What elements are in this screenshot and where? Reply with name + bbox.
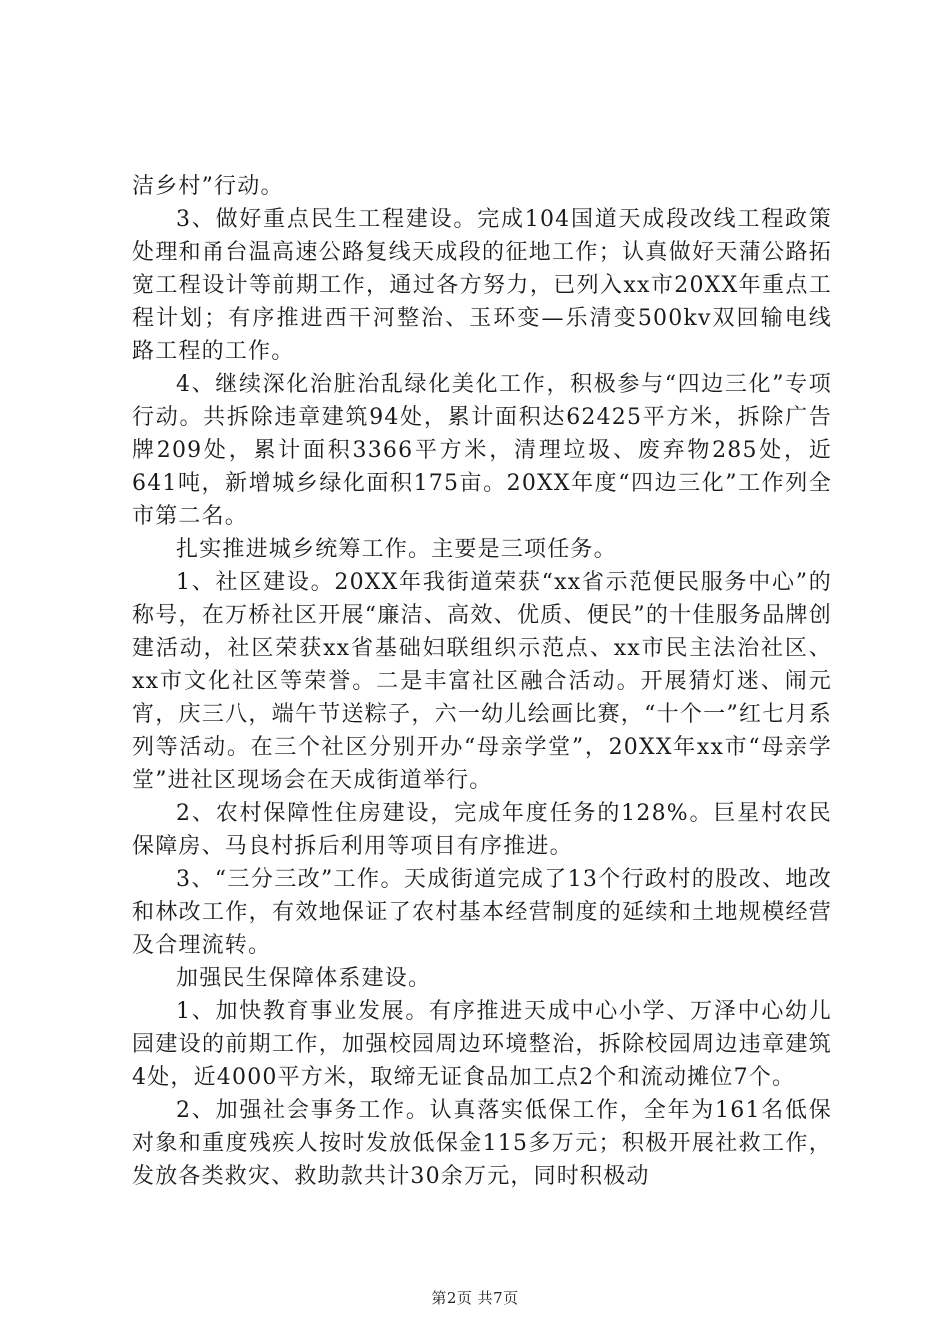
paragraph-4: 1、社区建设。20XX年我街道荣获“xx省示范便民服务中心”的称号，在万桥社区开展“廉洁、高效、优质、便民”的十佳服务品牌创建活动，社区荣获xx省基础妇联组织示范点、xx市民主法治社区、xx市文化社区等荣誉。二是丰富社区融合活动。开展猜灯迷、闹元宵，庆三八，端午节送粽子，六一幼儿绘画比赛，“十个一”红七月系列等活动。在三个社区分别开办“母亲学堂”，20XX年xx市“母亲学堂”进社区现场会在天成街道举行。 — [132, 570, 832, 793]
paragraph-9: 2、加强社会事务工作。认真落实低保工作，全年为161名低保对象和重度残疾人按时发放低保金115多万元；积极开展社救工作，发放各类救灾、救助款共计30余万元，同时积极动 — [132, 1098, 832, 1189]
page-number-footer: 第2页 共7页 — [431, 1289, 519, 1307]
paragraph-0: 洁乡村”行动。 — [132, 174, 284, 199]
paragraph-6: 3、“三分三改”工作。天成街道完成了13个行政村的股改、地改和林改工作，有效地保证了农村基本经营制度的延续和土地规模经营及合理流转。 — [132, 867, 832, 958]
document-body — [132, 170, 832, 1193]
paragraph-3: 扎实推进城乡统筹工作。主要是三项任务。 — [176, 537, 617, 562]
paragraph-7: 加强民生保障体系建设。 — [176, 966, 432, 991]
paragraph-2: 4、继续深化治脏治乱绿化美化工作，积极参与“四边三化”专项行动。共拆除违章建筑94处，累计面积达62425平方米，拆除广告牌209处，累计面积3366平方米，清理垃圾、废弃物285处，近641吨，新增城乡绿化面积175亩。20XX年度“四边三化”工作列全市第二名。 — [132, 372, 832, 529]
paragraph-5: 2、农村保障性住房建设，完成年度任务的128%。巨星村农民保障房、马良村拆后利用等项目有序推进。 — [132, 801, 832, 859]
paragraph-1: 3、做好重点民生工程建设。完成104国道天成段改线工程政策处理和甬台温高速公路复线天成段的征地工作；认真做好天蒲公路拓宽工程设计等前期工作，通过各方努力，已列入xx市20XX年重点工程计划；有序推进西干河整治、玉环变—乐清变500kv双回输电线路工程的工作。 — [132, 207, 832, 364]
paragraph-8: 1、加快教育事业发展。有序推进天成中心小学、万泽中心幼儿园建设的前期工作，加强校园周边环境整治，拆除校园周边违章建筑4处，近4000平方米，取缔无证食品加工点2个和流动摊位7个。 — [132, 999, 832, 1090]
